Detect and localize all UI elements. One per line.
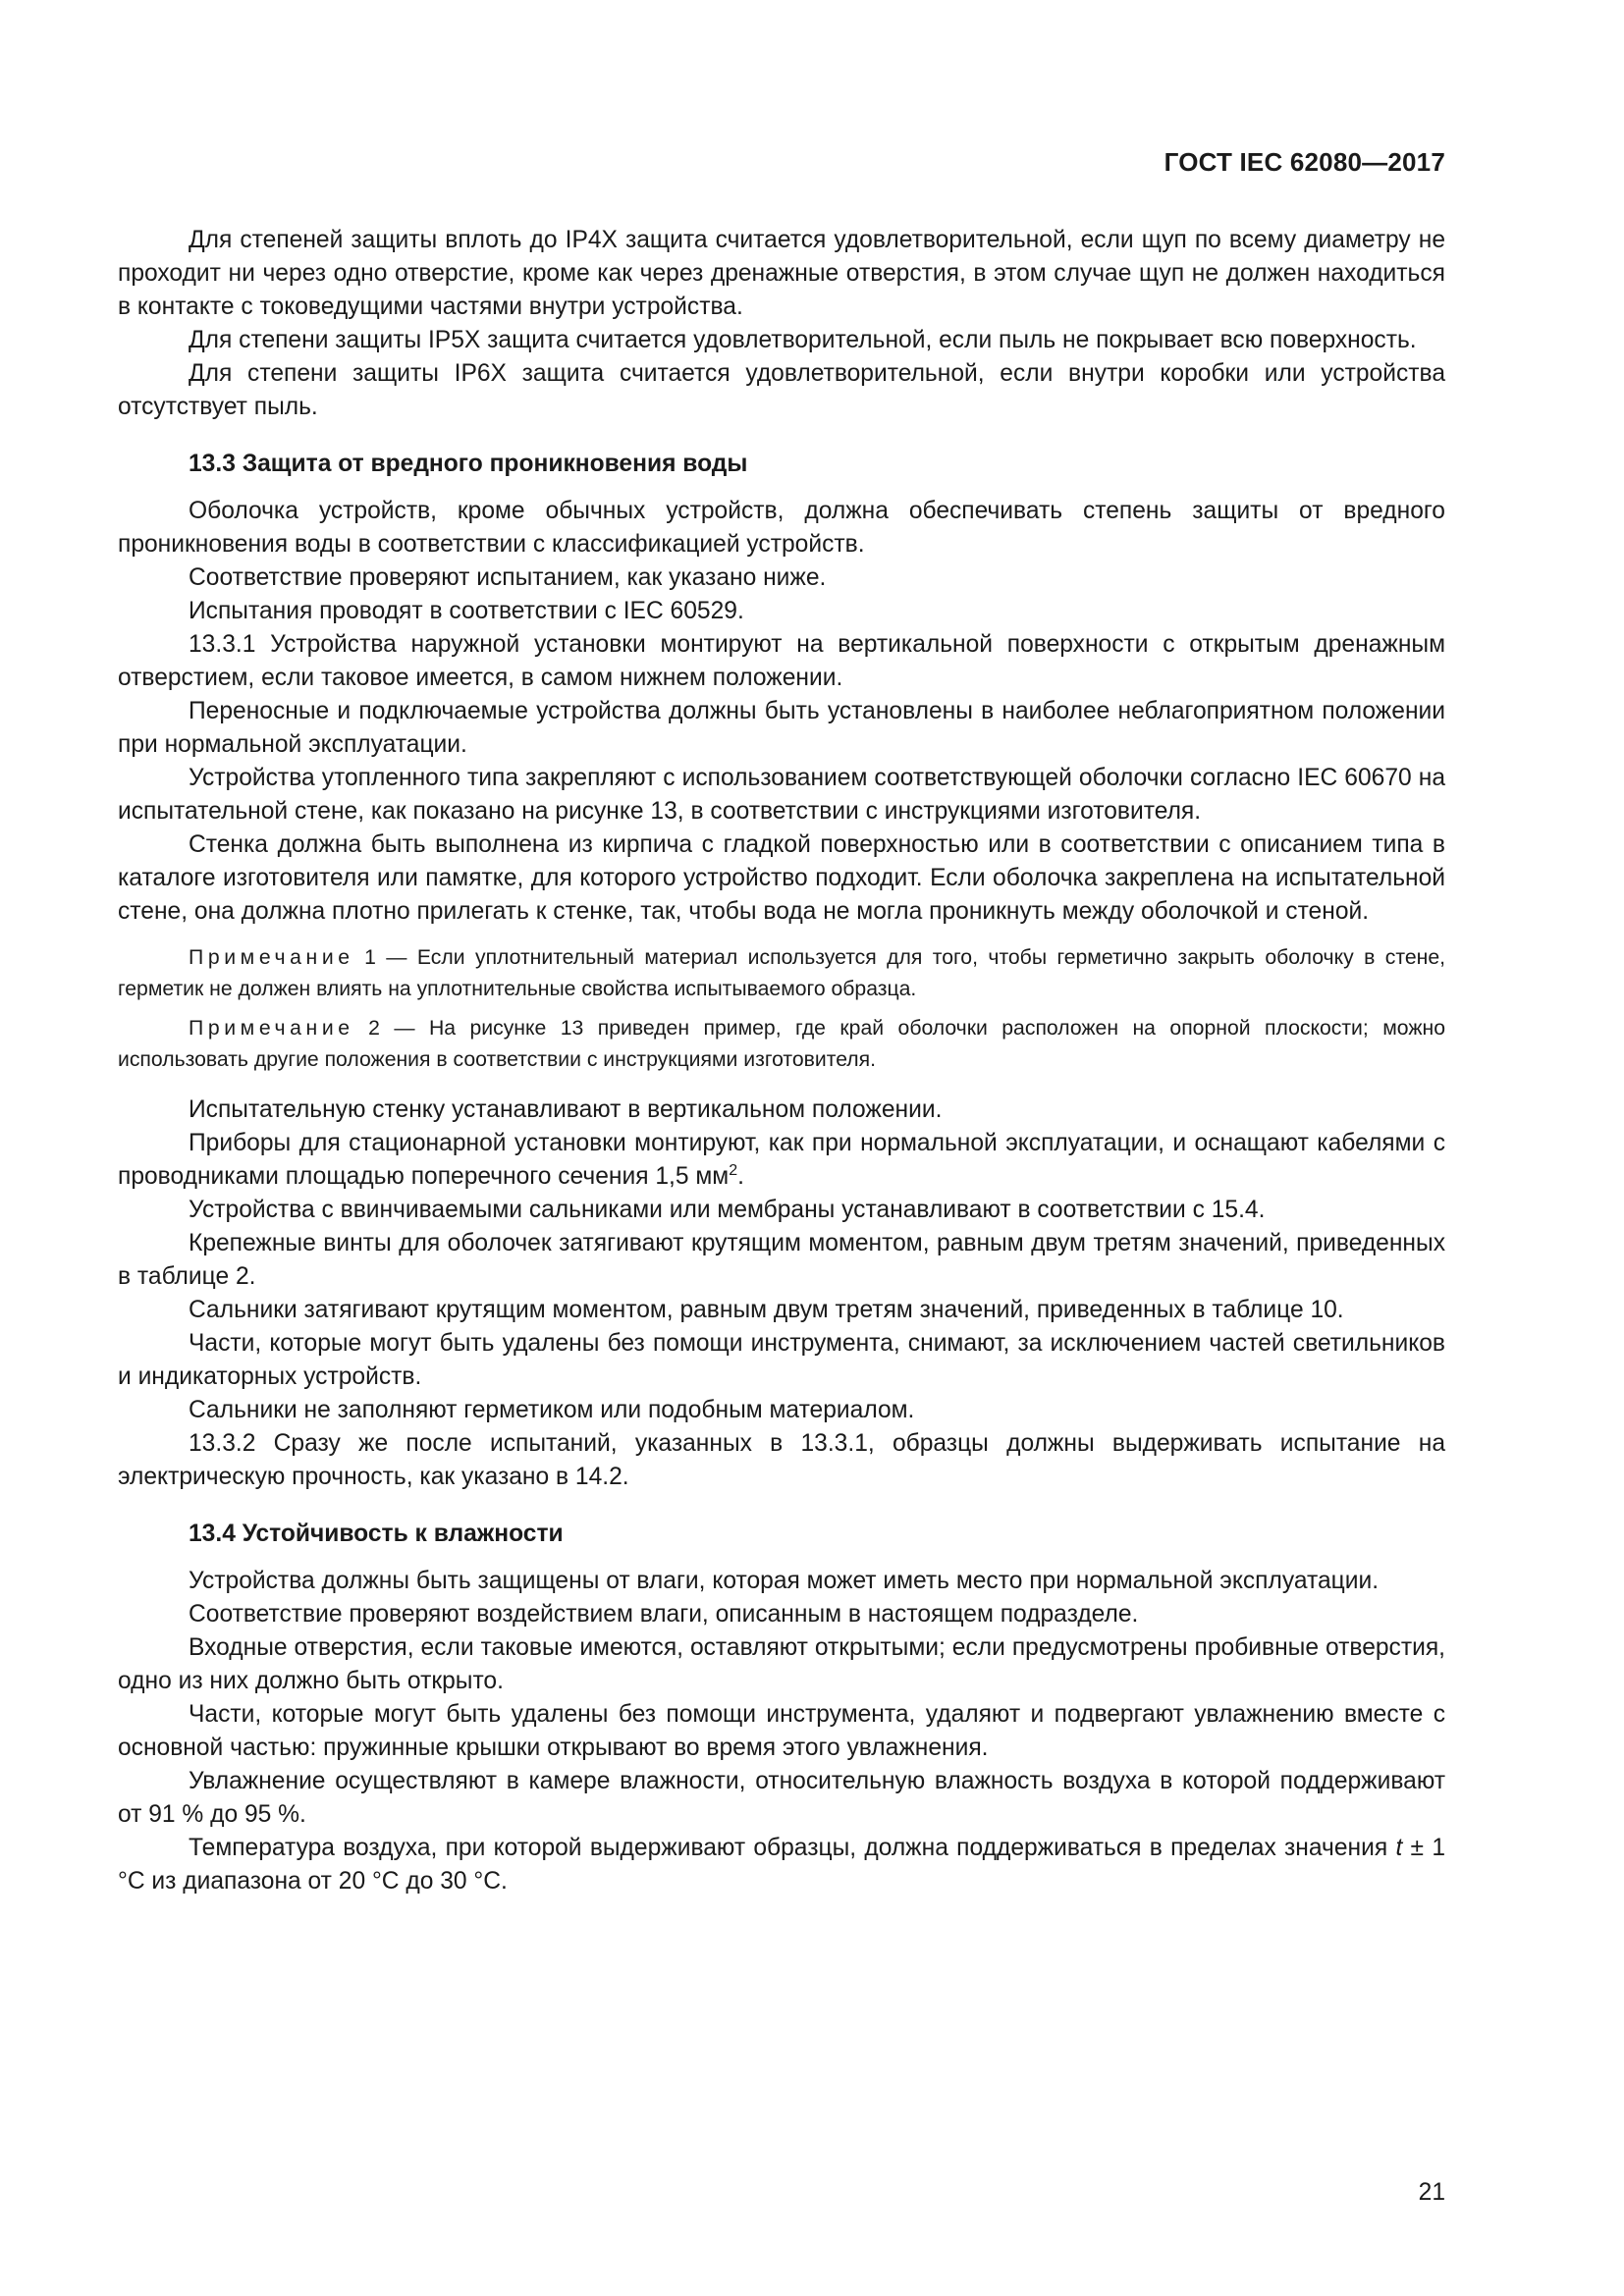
- paragraph: Стенка должна быть выполнена из кирпича с гладкой поверхностью или в соответствии с описанием типа в каталоге изготовителя или памятке, для которого устройство подходит. Если оболочка закреплена на испытательной стене, она должна плотно прилегать к стенке, так, чтобы вода не могла проникнуть между оболочкой и стеной.: [118, 831, 1445, 925]
- paragraph-text: .: [737, 1163, 744, 1190]
- paragraph: Крепежные винты для оболочек затягивают крутящим моментом, равным двум третям значений, приведенных в таблице 2.: [118, 1230, 1445, 1290]
- note-2: [118, 1013, 1445, 1076]
- paragraph: [118, 1832, 1445, 1898]
- superscript: 2: [729, 1161, 738, 1179]
- paragraph: Части, которые могут быть удалены без помощи инструмента, удаляют и подвергают увлажнению вместе с основной частью: пружинные крышки открывают во время этого увлажнения.: [118, 1701, 1445, 1761]
- paragraph: Испытания проводят в соответствии с IEC 60529.: [189, 598, 744, 624]
- paragraph: 13.3.1 Устройства наружной установки монтируют на вертикальной поверхности с открытым дренажным отверстием, если таковое имеется, в самом нижнем положении.: [118, 631, 1445, 691]
- paragraph: Устройства утопленного типа закрепляют с использованием соответствующей оболочки согласно IEC 60670 на испытательной стене, как показано на рисунке 13, в соответствии с инструкциями изготовителя.: [118, 765, 1445, 825]
- paragraph: Входные отверстия, если таковые имеются, оставляют открытыми; если предусмотрены пробивные отверстия, одно из них должно быть открыто.: [118, 1634, 1445, 1694]
- paragraph: Устройства с ввинчиваемыми сальниками или мембраны устанавливают в соответствии с 15.4.: [189, 1197, 1266, 1223]
- paragraph: Части, которые могут быть удалены без помощи инструмента, снимают, за исключением частей светильников и индикаторных устройств.: [118, 1330, 1445, 1390]
- paragraph: Увлажнение осуществляют в камере влажности, относительную влажность воздуха в которой поддерживают от 91 % до 95 %.: [118, 1768, 1445, 1828]
- note-label: Примечание: [189, 1017, 354, 1040]
- paragraph: Сальники не заполняют герметиком или подобным материалом.: [189, 1397, 915, 1423]
- variable-t: t: [1395, 1835, 1403, 1861]
- note-text: 2 — На рисунке 13 приведен пример, где край оболочки расположен на опорной плоскости; можно использовать другие положения в соответствии с инструкциями изготовителя.: [118, 1017, 1445, 1071]
- page-number: 21: [1418, 2179, 1445, 2206]
- section-heading-13-4: 13.4 Устойчивость к влажности: [189, 1521, 564, 1547]
- paragraph-text: Температура воздуха, при которой выдерживают образцы, должна поддерживаться в пределах значения: [189, 1835, 1396, 1861]
- paragraph: [118, 1127, 1445, 1194]
- paragraph-text: ± 1 °C из диапазона от 20 °C до 30 °C.: [118, 1835, 1446, 1895]
- paragraph: Испытательную стенку устанавливают в вертикальном положении.: [189, 1096, 943, 1123]
- paragraph: Для степеней защиты вплоть до IP4X защита считается удовлетворительной, если щуп по всему диаметру не проходит ни через одно отверстие, кроме как через дренажные отверстия, в этом случае щуп не должен находиться в контакте с токоведущими частями внутри устройства.: [118, 227, 1445, 320]
- paragraph: Устройства должны быть защищены от влаги, которая может иметь место при нормальной эксплуатации.: [189, 1568, 1380, 1594]
- note-label: Примечание: [189, 946, 354, 969]
- paragraph: Соответствие проверяют воздействием влаги, описанным в настоящем подразделе.: [189, 1601, 1139, 1628]
- paragraph: Для степени защиты IP6X защита считается удовлетворительной, если внутри коробки или устройства отсутствует пыль.: [118, 360, 1445, 420]
- note-1: [118, 942, 1445, 1005]
- document-standard-id: ГОСТ IEC 62080—2017: [1164, 147, 1445, 177]
- paragraph: Для степени защиты IP5X защита считается удовлетворительной, если пыль не покрывает всю поверхность.: [189, 327, 1417, 353]
- note-text: 1 — Если уплотнительный материал используется для того, чтобы герметично закрыть оболочку в стене, герметик не должен влиять на уплотнительные свойства испытываемого образца.: [118, 946, 1445, 1000]
- paragraph: 13.3.2 Сразу же после испытаний, указанных в 13.3.1, образцы должны выдерживать испытание на электрическую прочность, как указано в 14.2.: [118, 1430, 1445, 1490]
- section-heading-13-3: 13.3 Защита от вредного проникновения воды: [189, 451, 748, 477]
- paragraph: Переносные и подключаемые устройства должны быть установлены в наиболее неблагоприятном положении при нормальной эксплуатации.: [118, 698, 1445, 758]
- page-body: [118, 224, 1445, 1898]
- paragraph-text: Приборы для стационарной установки монтируют, как при нормальной эксплуатации, и оснащают кабелями с проводниками площадью поперечного сечения 1,5 мм: [118, 1130, 1445, 1190]
- paragraph: Соответствие проверяют испытанием, как указано ниже.: [189, 564, 827, 591]
- paragraph: Оболочка устройств, кроме обычных устройств, должна обеспечивать степень защиты от вредного проникновения воды в соответствии с классификацией устройств.: [118, 498, 1445, 558]
- paragraph: Сальники затягивают крутящим моментом, равным двум третям значений, приведенных в таблице 10.: [189, 1297, 1344, 1323]
